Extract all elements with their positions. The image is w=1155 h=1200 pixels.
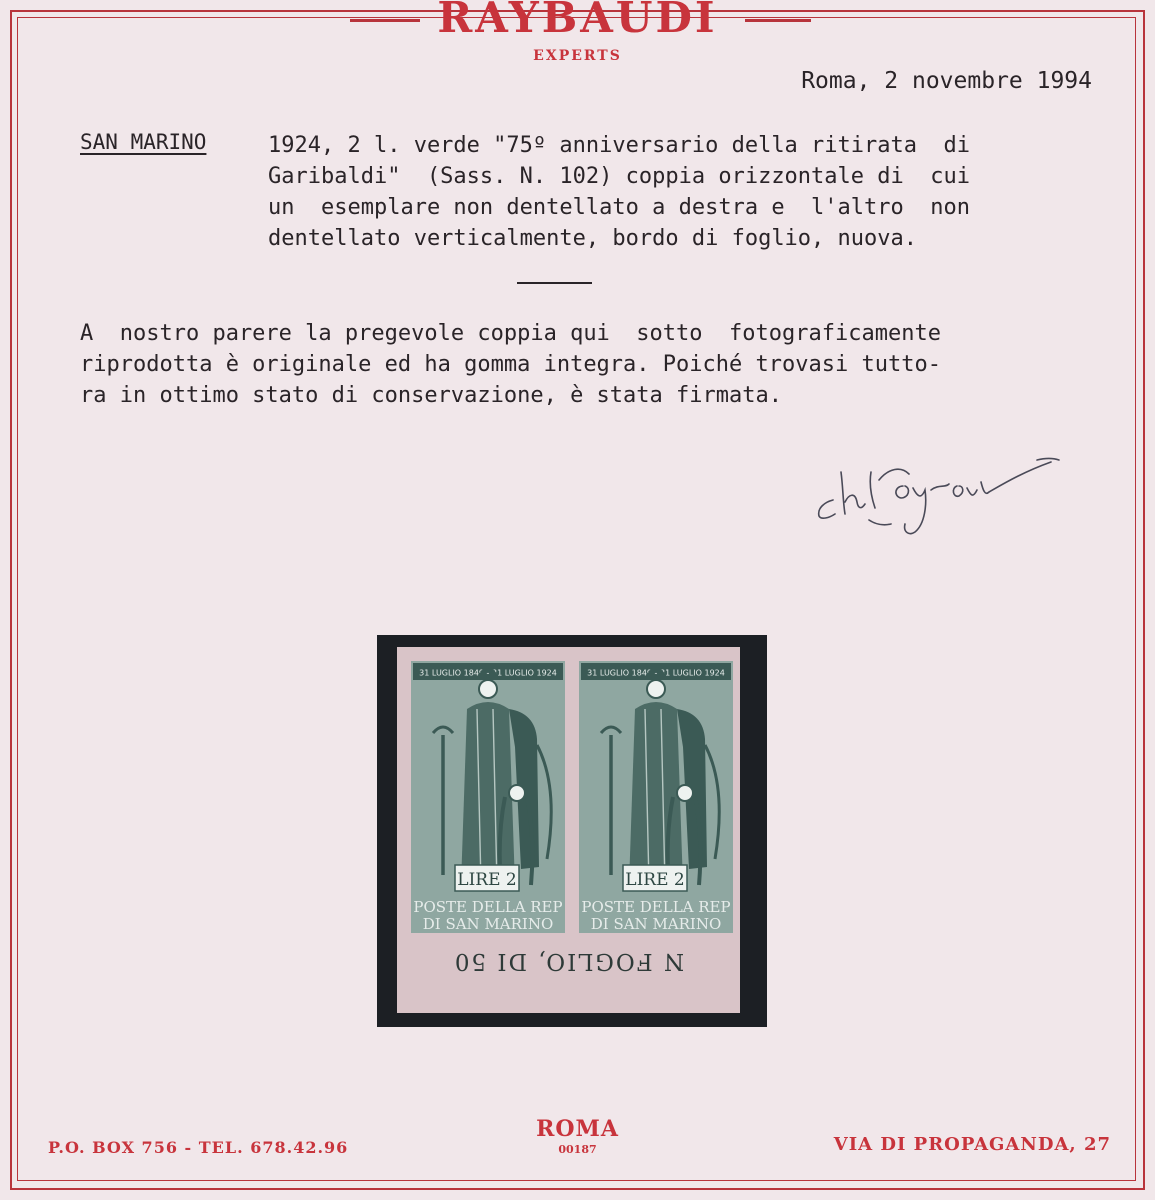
stamp-right [579, 661, 733, 933]
description-line: un esemplare non dentellato a destra e l'altro non [268, 195, 970, 220]
stamp-left [411, 661, 565, 933]
footer-address: VIA DI PROPAGANDA, 27 [833, 1134, 1111, 1155]
brand-subtitle: EXPERTS [533, 48, 622, 64]
stamp-top-text: 31 LUGLIO 1849 - 31 LUGLIO 1924 [419, 668, 557, 678]
stamp-bottom-line1: POSTE DELLA REP [413, 898, 563, 916]
brand-title: RAYBAUDI [437, 0, 718, 42]
separator-rule [517, 282, 592, 284]
country-label: SAN MARINO [80, 130, 207, 154]
opinion-line: A nostro parere la pregevole coppia qui sotto fotograficamente [80, 321, 941, 346]
expert-opinion [80, 318, 1100, 411]
stamp-top-text: 31 LUGLIO 1849 - 31 LUGLIO 1924 [587, 668, 725, 678]
stamp-value: LIRE 2 [625, 870, 685, 890]
stamp-bottom-line2: DI SAN MARINO [422, 915, 554, 933]
stamp-bottom-line2: DI SAN MARINO [590, 915, 722, 933]
footer-contact: P.O. BOX 756 - TEL. 678.42.96 [48, 1138, 349, 1157]
place-date: Roma, 2 novembre 1994 [801, 68, 1092, 94]
description-line: dentellato verticalmente, bordo di foglio, nuova. [268, 226, 918, 251]
stamp-value: LIRE 2 [457, 870, 517, 890]
stamp-bottom-line1: POSTE DELLA REP [581, 898, 731, 916]
footer-zip: 00187 [558, 1143, 597, 1156]
opinion-line: ra in ottimo stato di conservazione, è stata firmata. [80, 383, 782, 408]
item-description [268, 130, 1096, 254]
description-line: 1924, 2 l. verde "75º anniversario della ritirata di [268, 133, 970, 158]
footer-city: ROMA [536, 1116, 619, 1142]
signature [805, 432, 1080, 547]
sheet-margin-text: N FOGLIO, DI 50 [452, 948, 685, 974]
description-line: Garibaldi" (Sass. N. 102) coppia orizzontale di cui [268, 164, 970, 189]
opinion-line: riprodotta è originale ed ha gomma integra. Poiché trovasi tutto- [80, 352, 941, 377]
stamp-pair [397, 647, 740, 937]
